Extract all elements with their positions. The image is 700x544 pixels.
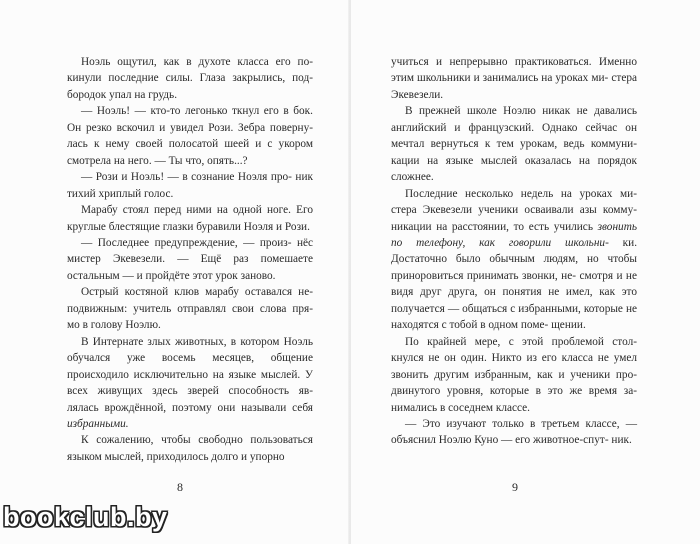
paragraph: К сожалению, чтобы свободно пользоваться языком мыслей, приходилось долго и упорно <box>67 434 313 463</box>
paragraph: — Это изучают только в третьем классе, — объяснил Ноэлю Куно — его животное-спут- ник. <box>391 417 637 447</box>
right-page-text <box>391 54 637 449</box>
left-page <box>0 0 349 544</box>
paragraph: В Интернате злых животных, в котором Ноэль обучался уже восемь месяцев, общение происходило исключительно на языке мыслей. У всех живущих здесь зверей способность яв- лялась врождённой, поэтому они называли себя избранными. <box>67 335 313 430</box>
watermark: bookclub.by <box>3 502 168 532</box>
right-page <box>351 0 700 544</box>
paragraph: Ноэль ощутил, как в духоте класса его по- кинули последние силы. Глаза закрылись, под- бородок упал на грудь. <box>67 56 313 101</box>
paragraph: В прежней школе Ноэлю никак не давались английский и французский. Однако сейчас он мечтал вернуться к тем урокам, ведь коммуни- кации на языке мыслей оказалась на порядок сложнее. <box>391 105 637 184</box>
left-page-text <box>67 54 313 465</box>
paragraph: — Рози и Ноэль! — в сознание Ноэля про- ник тихий хриплый голос. <box>67 171 313 200</box>
paragraph: учиться и непрерывно практиковаться. Именно этим школьники и занимались на уроках ми- стера Экевезели. <box>391 56 638 101</box>
page-number: 8 <box>177 480 183 494</box>
paragraph: Последние несколько недель на уроках ми- стера Экевезели ученики осваивали азы комму- никации на расстоянии, то есть учились звонить по телефону, как говорили школьни- ки. Достаточно было обычным людям, но чтобы приноровиться принимать звонки, не- смотря и не видя друг друга, он понятия не имел, как это получается — общаться с избранными, которые не находятся с тобой в одном поме- щении. <box>391 187 638 332</box>
paragraph: — Ноэль! — кто-то легонько ткнул его в бок. Он резко вскочил и увидел Рози. Зебра поверну- лась к нему своей полосатой шеей и с укором смотрела на него. — Ты что, опять...? <box>67 105 313 167</box>
paragraph: — Последнее предупреждение, — произ- нёс мистер Экевезели. — Ещё раз помешаете остальным — и пройдёте этот урок заново. <box>67 236 314 282</box>
page-number: 9 <box>512 480 518 494</box>
paragraph: Острый костяной клюв марабу оставался не- подвижным: учитель отправлял свои слова пря- мо в голову Ноэлю. <box>67 286 313 332</box>
paragraph: По крайней мере, с этой проблемой стол- кнулся не он один. Никто из его класса не умел звонить другим избранным, как и ученики про- двинутого уровня, которые в это же время за- нимались в соседнем классе. <box>391 335 637 414</box>
paragraph: Марабу стоял перед ними на одной ноге. Его круглые блестящие глазки буравили Ноэля и Рози. <box>67 204 313 233</box>
